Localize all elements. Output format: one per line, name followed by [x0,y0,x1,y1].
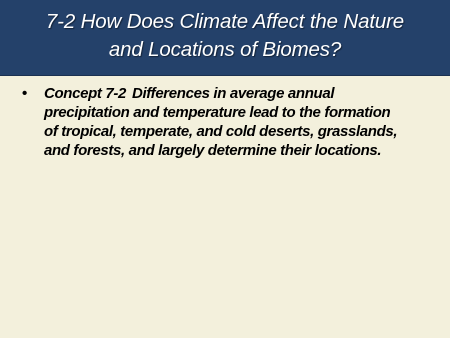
bullet-text-line-2: precipitation and temperature lead to the formation [44,104,391,121]
bullet-text-line-1-content: Differences in average annual [132,85,335,102]
bullet-text [44,84,430,160]
bullet-item [22,84,430,160]
slide-title-bar [0,0,450,76]
slide-title-line-2: and Locations of Biomes? [108,38,342,61]
bullet-text-line-3: of tropical, temperate, and cold deserts, grasslands, [44,123,398,140]
bullet-icon: • [22,85,27,102]
bullet-text-line-4: and forests, and largely determine their locations. [44,142,382,159]
slide-title-line-1: 7-2 How Does Climate Affect the Nature [45,10,405,33]
slide-content [22,84,430,160]
bullet-text-line-1 [44,84,430,103]
concept-label: Concept 7-2 [44,85,126,102]
